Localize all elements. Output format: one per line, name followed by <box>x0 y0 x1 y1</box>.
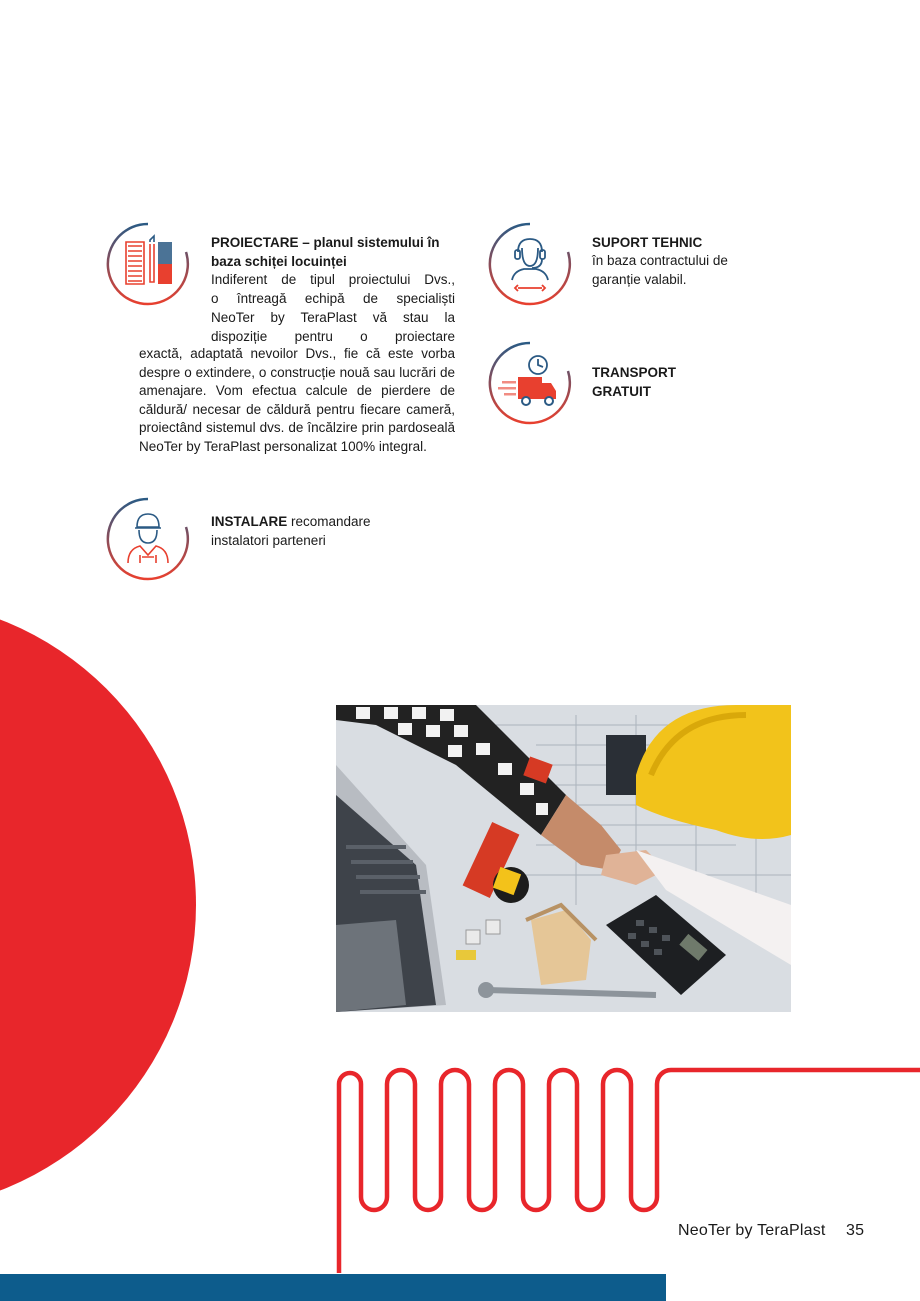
support-headset-icon <box>488 222 572 306</box>
suport-title: SUPORT TEHNIC <box>592 235 703 250</box>
footer-brand: NeoTer by TeraPlast <box>678 1222 826 1239</box>
instalare-title: INSTALARE <box>211 514 288 529</box>
proiectare-paragraph: exactă, adaptată nevoilor Dvs., fie că este vorba despre o extindere, o construcție nouă sau lucrări de amenajare. Vom efectua calcule de pierdere de căldură/ necesar de căldură pentru fiecare cameră, proiectând sistemul dvs. de încălzire prin pardoseală NeoTer by TeraPlast personalizat 100% integral. <box>139 346 455 454</box>
transport-title: TRANSPORT GRATUIT <box>592 365 676 399</box>
page-number: 35 <box>846 1222 865 1239</box>
installer-worker-icon <box>106 497 190 581</box>
proiectare-title: PROIECTARE – planul sistemului în baza schiței locuinței <box>211 235 440 269</box>
delivery-truck-clock-icon <box>488 341 572 425</box>
floor-heating-plan-icon <box>106 222 190 306</box>
suport-text: în baza contractului de garanție valabil. <box>592 253 728 287</box>
proiectare-text-line-1: Indiferent de tipul proiectului Dvs., <box>211 272 455 287</box>
proiectare-text-line-3: NeoTer by TeraPlast vă stau la <box>211 310 455 325</box>
handshake-photo <box>336 705 791 1012</box>
instalare-text: recomandare instalatori parteneri <box>211 514 371 548</box>
instalare-block <box>211 512 411 550</box>
proiectare-text-line-4: dispoziție pentru o proiectare <box>211 329 455 344</box>
proiectare-text-line-2: o întreagă echipă de specialiști <box>211 291 455 306</box>
